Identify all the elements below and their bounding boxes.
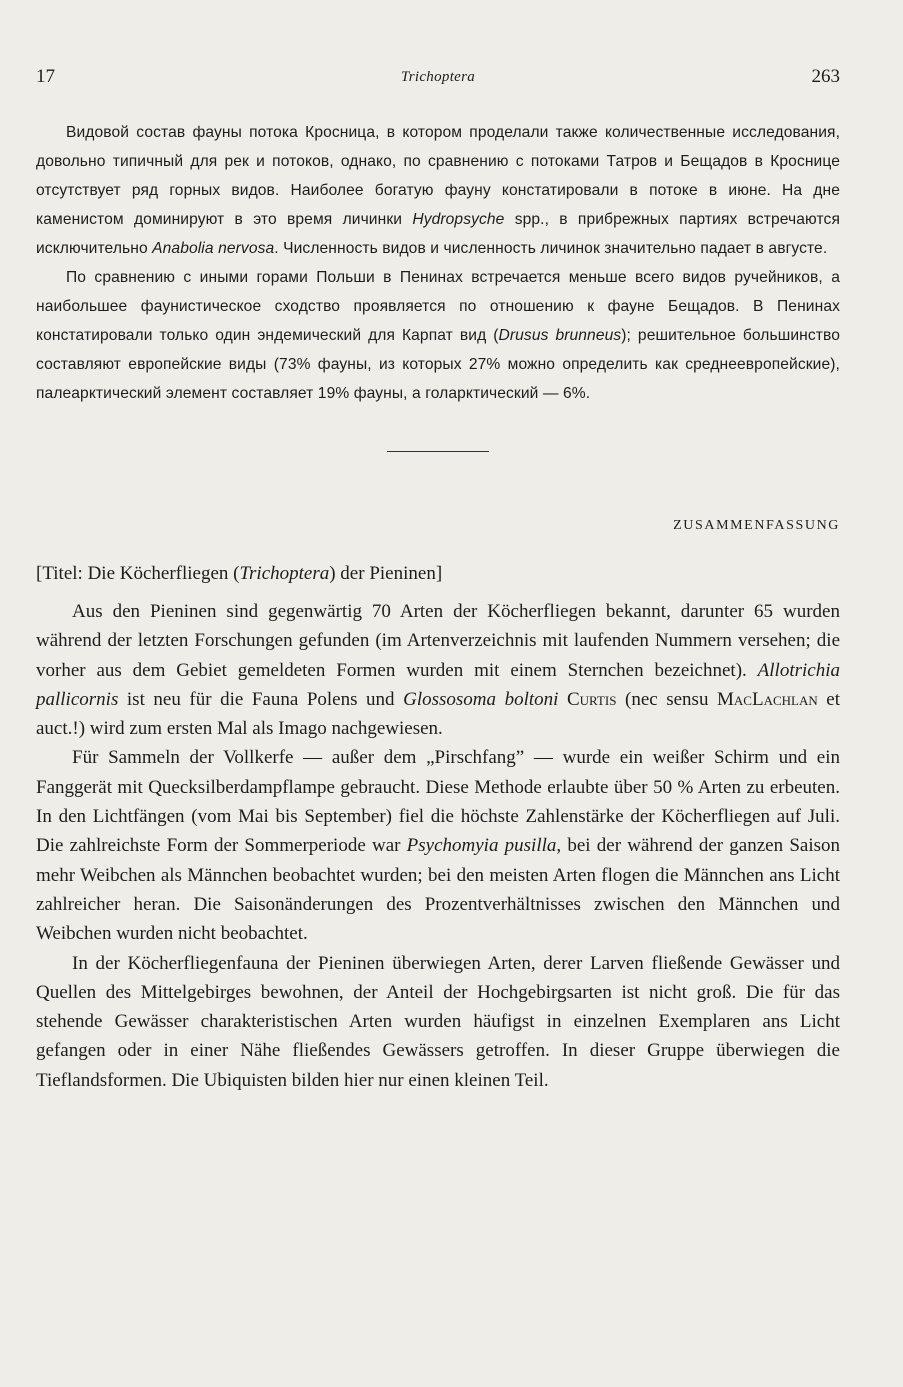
author-name: Curtis: [566, 688, 617, 710]
russian-paragraph-1: Видовой состав фауны потока Кросница, в котором проделали также количественные исследования, довольно типичный для рек и потоков, однако, по сравнению с потоками Татров и Бещадов в Кроснице отсутствует ряд горных видов. Наиболее богатую фауну констатировали в потоке в июне. На дне каменистом доминируют в это время личинки Hydropsyche spp., в прибрежных партиях встречаются исключительно Anabolia nervosa. Численность видов и численность личинок значительно падает в августе.: [36, 124, 840, 257]
german-paragraph-3: In der Köcherfliegenfauna der Pieninen überwiegen Arten, derer Larven fließende Gewässer und Quellen des Mittelgebirges bewohnen, der Anteil der Hochgebirgsarten ist nicht groß. Die für das stehende Gewässer charakteristischen Arten wurden häufigst in einzelnen Exemplaren ans Licht gefangen oder in einer Nähe fließendes Gewässers getroffen. In dieser Gruppe überwiegen die Tieflandsformen. Die Ubiquisten bilden hier nur einen kleinen Teil.: [36, 952, 840, 1091]
signature-number: 17: [36, 66, 55, 87]
italic-term: Glossosoma boltoni: [403, 688, 559, 710]
author-name: MacLachlan: [717, 688, 818, 710]
italic-term: Hydropsyche: [412, 211, 505, 228]
russian-text: [36, 118, 840, 408]
german-paragraph-1: Aus den Pieninen sind gegenwärtig 70 Arten der Köcherfliegen bekannt, darunter 65 wurden während der letzten Forschungen gefunden (im Artenverzeichnis mit laufenden Nummern versehen; die vorher aus dem Gebiet gemeldeten Formen wurden mit einem Sternchen bezeichnet). Allotrichia pallicornis ist neu für die Fauna Polens und Glossosoma boltoni Curtis (nec sensu MacLachlan et auct.!) wird zum ersten Mal als Imago nachgewiesen.: [36, 601, 841, 740]
italic-term: Drusus brunneus: [498, 327, 622, 344]
page: [36, 66, 840, 1095]
german-summary: [36, 597, 840, 1095]
section-divider: [387, 451, 489, 452]
page-number: 263: [811, 66, 840, 87]
italic-term: Anabolia nervosa: [152, 240, 275, 257]
summary-heading: ZUSAMMENFASSUNG: [673, 518, 840, 533]
running-header: [36, 66, 840, 96]
summary-title: [Titel: Die Köcherfliegen (Trichoptera) der Pieninen]: [36, 563, 443, 584]
russian-paragraph-2: По сравнению с иными горами Польши в Пенинах встречается меньше всего видов ручейников, а наибольшее фаунистическое сходство проявляется по отношению к фауне Бещадов. В Пенинах констатировали только один эндемический для Карпат вид (Drusus brunneus); решительное большинство составляют европейские виды (73% фауны, из которых 27% можно определить как среднеевропейские), палеарктический элемент составляет 19% фауны, а голарктический — 6%.: [36, 269, 840, 402]
italic-term: Allotrichia pallicornis: [36, 659, 840, 710]
running-title: Trichoptera: [400, 69, 476, 85]
german-paragraph-2: Für Sammeln der Vollkerfe — außer dem „Pirschfang” — wurde ein weißer Schirm und ein Fanggerät mit Quecksilberdampflampe gebraucht. Diese Methode erlaubte über 50 % Arten zu erbeuten. In den Lichtfängen (vom Mai bis September) fiel die höchste Zahlenstärke der Köcherfliegen auf Juli. Die zahlreichste Form der Sommerperiode war Psychomyia pusilla, bei der während der ganzen Saison mehr Weibchen als Männchen beobachtet wurden; bei den meisten Arten flogen die Männchen ans Licht zahlreicher heran. Die Saisonänderungen des Prozentverhältnisses zwischen den Männchen und Weibchen wurden nicht beobachtet.: [36, 747, 840, 945]
italic-term: Psychomyia pusilla: [406, 835, 557, 857]
italic-term: Trichoptera: [239, 563, 330, 584]
